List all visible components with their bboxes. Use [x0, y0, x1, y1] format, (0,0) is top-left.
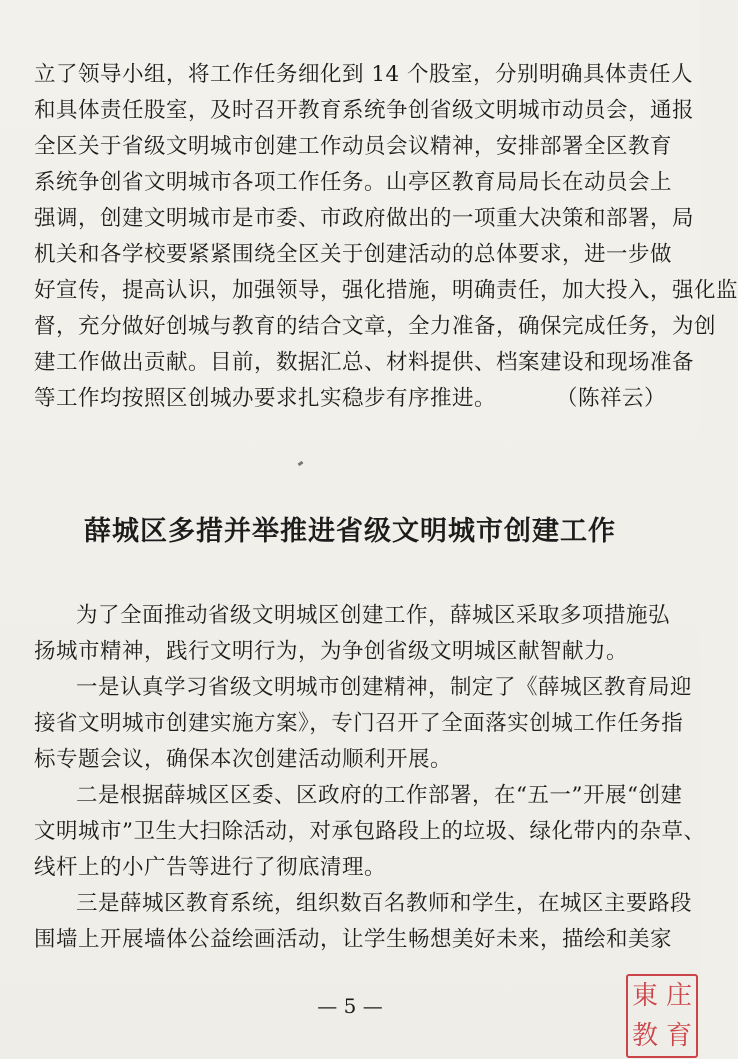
paragraph-line: 为了全面推动省级文明城区创建工作，薛城区采取多项措施弘: [76, 603, 671, 628]
paragraph-line: 接省文明城市创建实施方案》，专门召开了全面落实创城工作任务指: [34, 711, 684, 736]
paragraph-line: 机关和各学校要紧紧围绕全区关于创建活动的总体要求，进一步做: [34, 242, 673, 267]
page-number: — 5 —: [317, 994, 383, 1018]
paragraph-line: 标专题会议，确保本次创建活动顺利开展。: [34, 747, 453, 772]
seal-stamp: [626, 974, 698, 1058]
paragraph-line: 强调，创建文明城市是市委、市政府做出的一项重大决策和部署，局: [34, 206, 695, 231]
seal-char: 育: [665, 1021, 692, 1051]
paragraph-line: 督，充分做好创城与教育的结合文章，全力准备，确保完成任务，为创: [34, 314, 717, 339]
paragraph-line: 一是认真学习省级文明城市创建精神，制定了《薛城区教育局迎: [76, 675, 693, 700]
paragraph-last-line: [34, 384, 666, 414]
paragraph-line: 三是薛城区教育系统，组织数百名教师和学生，在城区主要路段: [76, 891, 693, 916]
paragraph-line: 系统争创省文明城市各项工作任务。山亭区教育局局长在动员会上: [34, 170, 673, 195]
author-credit: （陈祥云）: [555, 386, 666, 411]
scan-speck: [298, 461, 304, 466]
paragraph-line: 围墙上开展墙体公益绘画活动，让学生畅想美好未来，描绘和美家: [34, 927, 673, 952]
paragraph-line: 二是根据薛城区区委、区政府的工作部署，在“五一”开展“创建: [76, 783, 683, 808]
article-title: 薛城区多措并举推进省级文明城市创建工作: [84, 516, 616, 547]
paragraph-line: 线杆上的小广告等进行了彻底清理。: [34, 855, 387, 880]
seal-char: 庄: [665, 981, 692, 1011]
paragraph-line: 文明城市”卫生大扫除活动，对承包路段上的垃圾、绿化带内的杂草、: [34, 819, 706, 844]
paragraph-line: 扬城市精神，践行文明行为，为争创省级文明城区献智献力。: [34, 639, 629, 664]
seal-char: 教: [631, 1021, 658, 1051]
seal-char: 東: [631, 981, 658, 1011]
paragraph-line: 建工作做出贡献。目前，数据汇总、材料提供、档案建设和现场准备: [34, 350, 695, 375]
paragraph-line: 好宣传，提高认识，加强领导，强化措施，明确责任，加大投入，强化监: [34, 278, 738, 303]
paragraph-line: 和具体责任股室，及时召开教育系统争创省级文明城市动员会，通报: [34, 98, 695, 123]
paragraph-line-text: 等工作均按照区创城办要求扎实稳步有序推进。: [34, 386, 497, 411]
paragraph-line: 全区关于省级文明城市创建工作动员会议精神，安排部署全区教育: [34, 134, 673, 159]
paragraph-line: 立了领导小组，将工作任务细化到 14 个股室，分别明确具体责任人: [34, 62, 694, 87]
